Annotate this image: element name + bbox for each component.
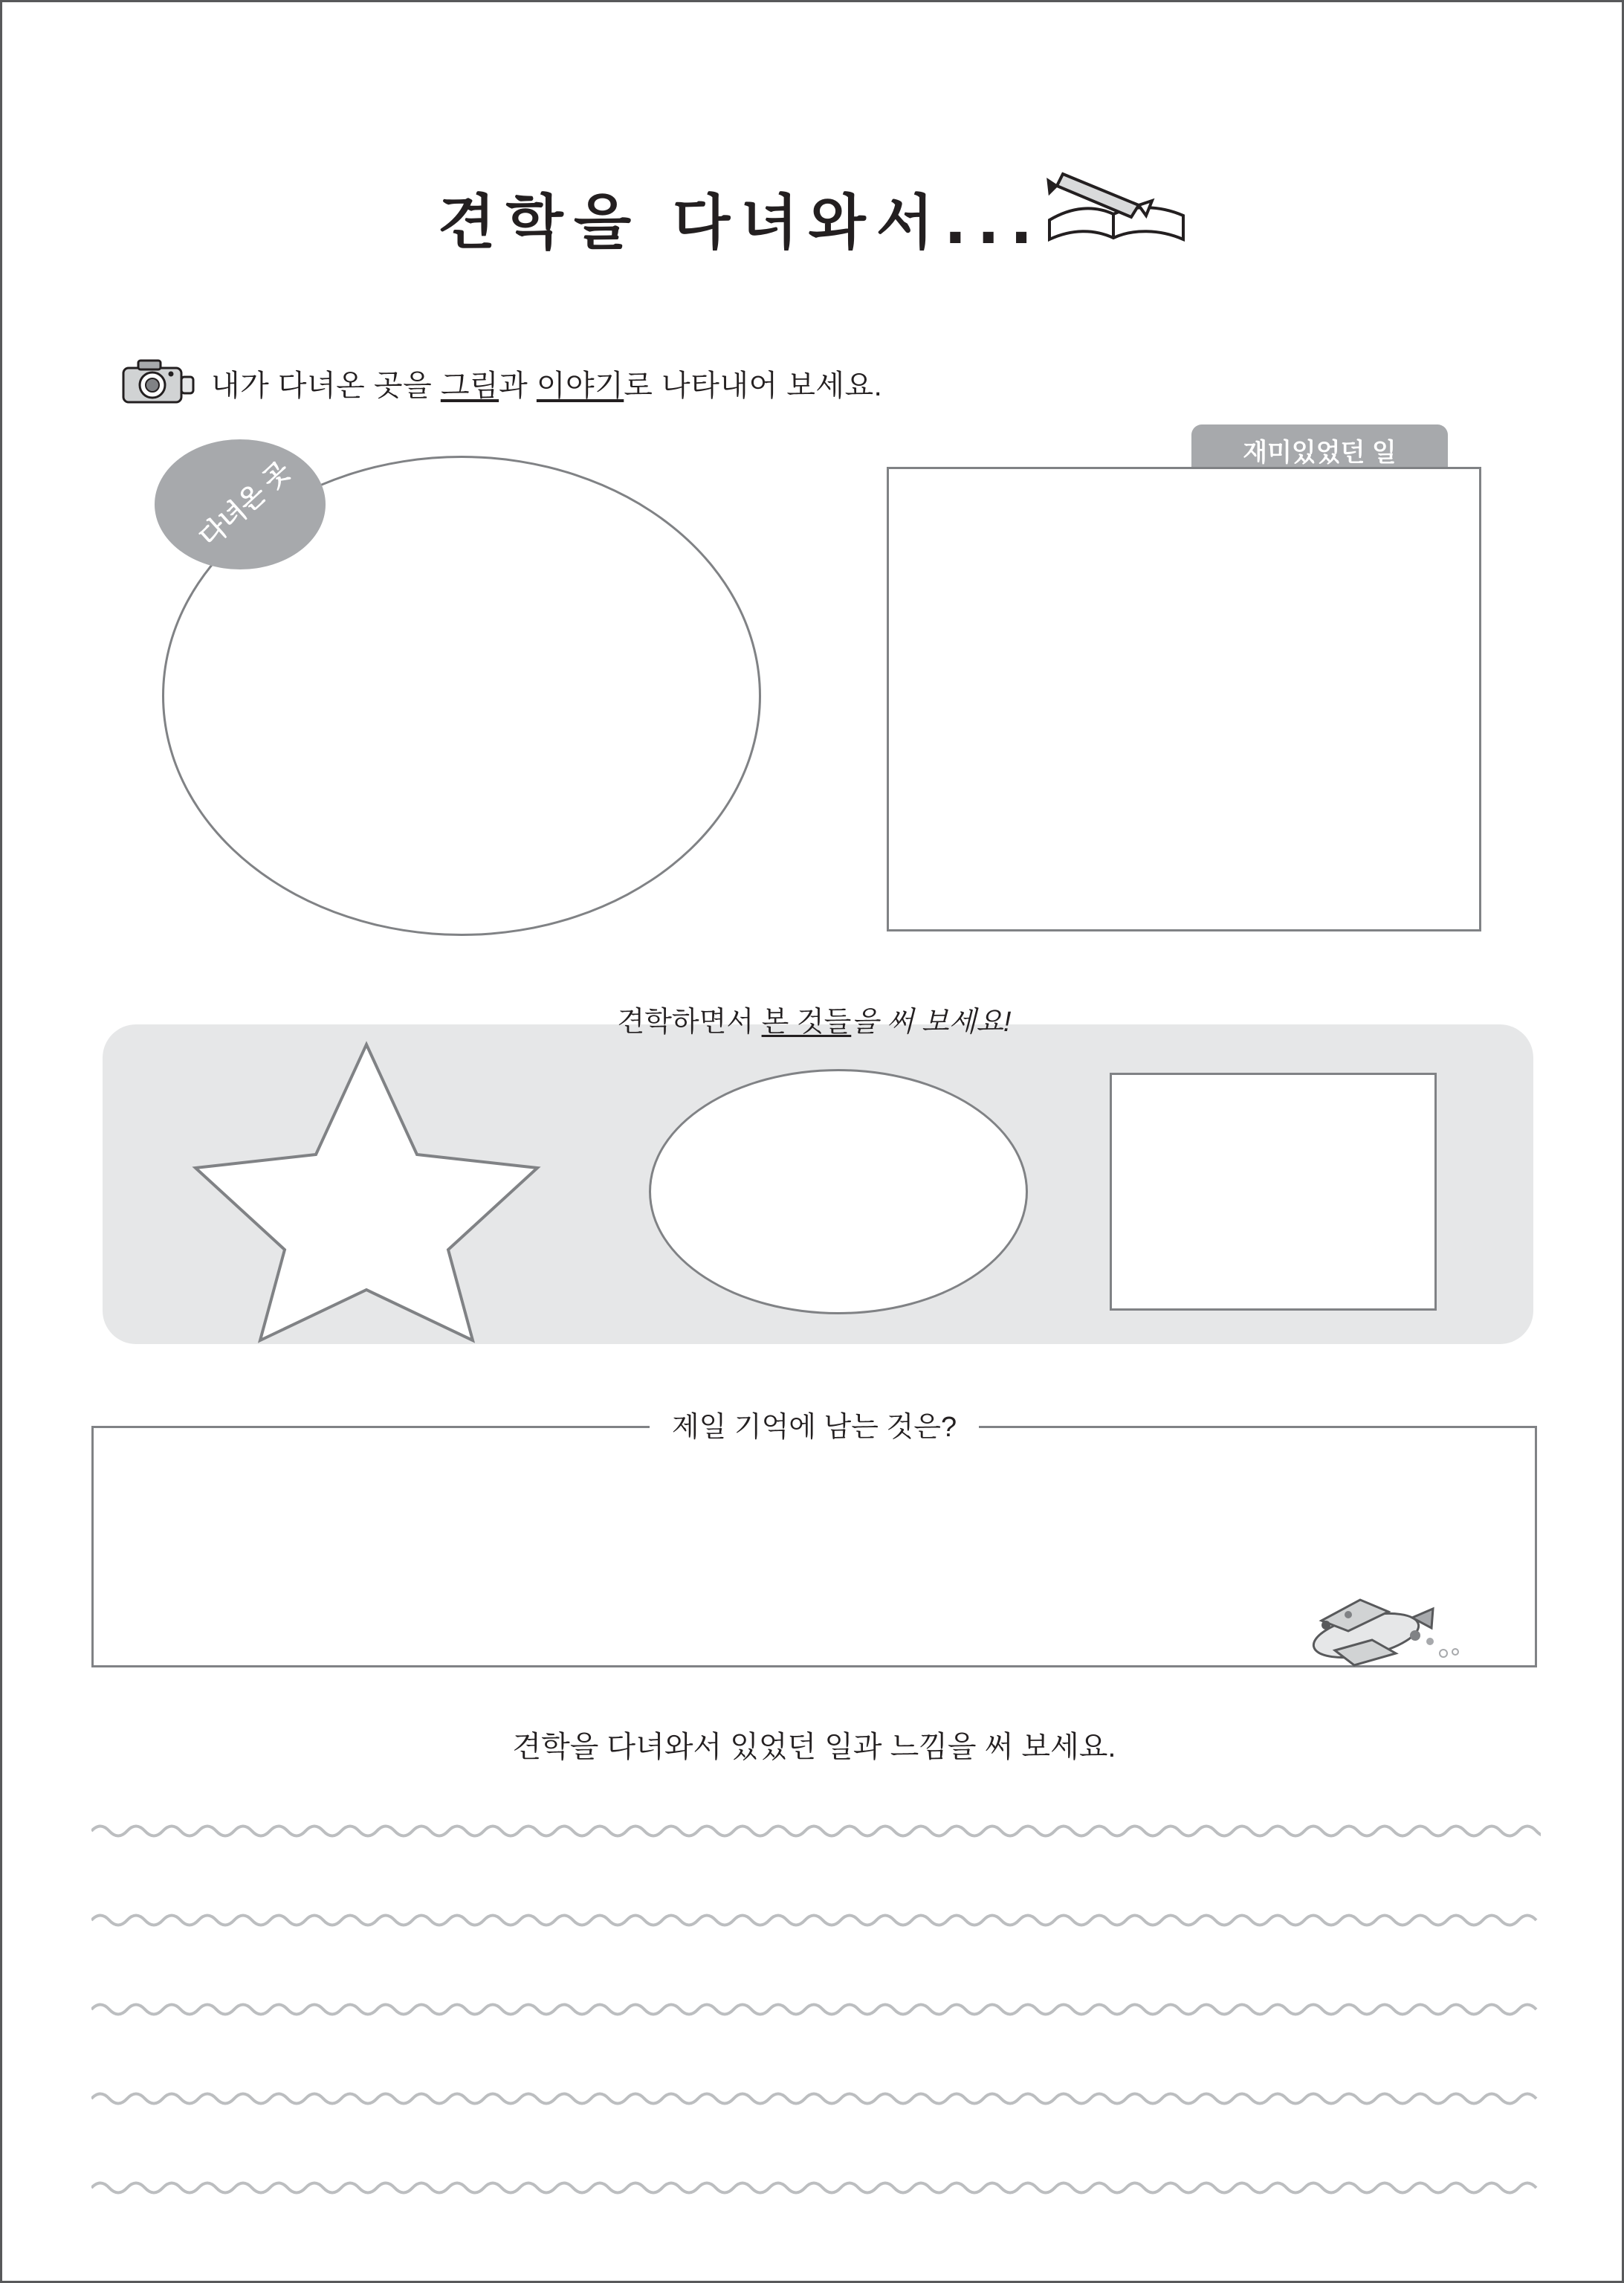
memorable-label-text: 제일 기억에 남는 것은?	[650, 1412, 979, 1443]
airplane-icon	[1277, 1582, 1463, 1682]
oval-shape[interactable]	[649, 1069, 1028, 1314]
memorable-label	[2, 1404, 1624, 1444]
writing-label	[2, 1723, 1624, 1766]
seen-items-label-underline: 본 것들	[761, 1007, 852, 1038]
fun-memory-box[interactable]	[887, 467, 1481, 931]
instruction-row	[117, 352, 882, 415]
open-book-pencil-icon	[1042, 162, 1191, 248]
writing-lines[interactable]	[91, 1816, 1541, 2218]
seen-items-label	[2, 998, 1624, 1039]
instruction-prefix: 내가 다녀온 곳을	[211, 369, 441, 402]
page-title	[2, 162, 1624, 273]
fun-memory-tab	[1191, 424, 1448, 471]
instruction-underline-drawing: 그림	[440, 369, 499, 402]
instruction-suffix: 로 나타내어 보세요.	[624, 369, 883, 402]
instruction-underline-story: 이야기	[536, 369, 624, 402]
seen-items-label-suffix: 을 써 보세요!	[851, 1007, 1012, 1038]
visited-place-area[interactable]	[162, 456, 764, 939]
visited-place-tag	[155, 439, 326, 569]
seen-items-label-prefix: 견학하면서	[617, 1007, 762, 1038]
instruction-text	[211, 362, 882, 404]
fun-memory-tab-label: 재미있었던 일	[1243, 439, 1397, 467]
camera-icon	[117, 352, 199, 415]
rectangle-shape[interactable]	[1110, 1073, 1437, 1311]
page-title-text: 견학을 다녀와서...	[438, 188, 1044, 257]
star-shape[interactable]	[181, 1036, 552, 1348]
instruction-middle: 과	[499, 369, 537, 402]
visited-place-tag-label: 다녀온 곳	[193, 455, 297, 553]
writing-label-text: 견학을 다녀와서 있었던 일과 느낌을 써 보세요.	[512, 1731, 1116, 1763]
